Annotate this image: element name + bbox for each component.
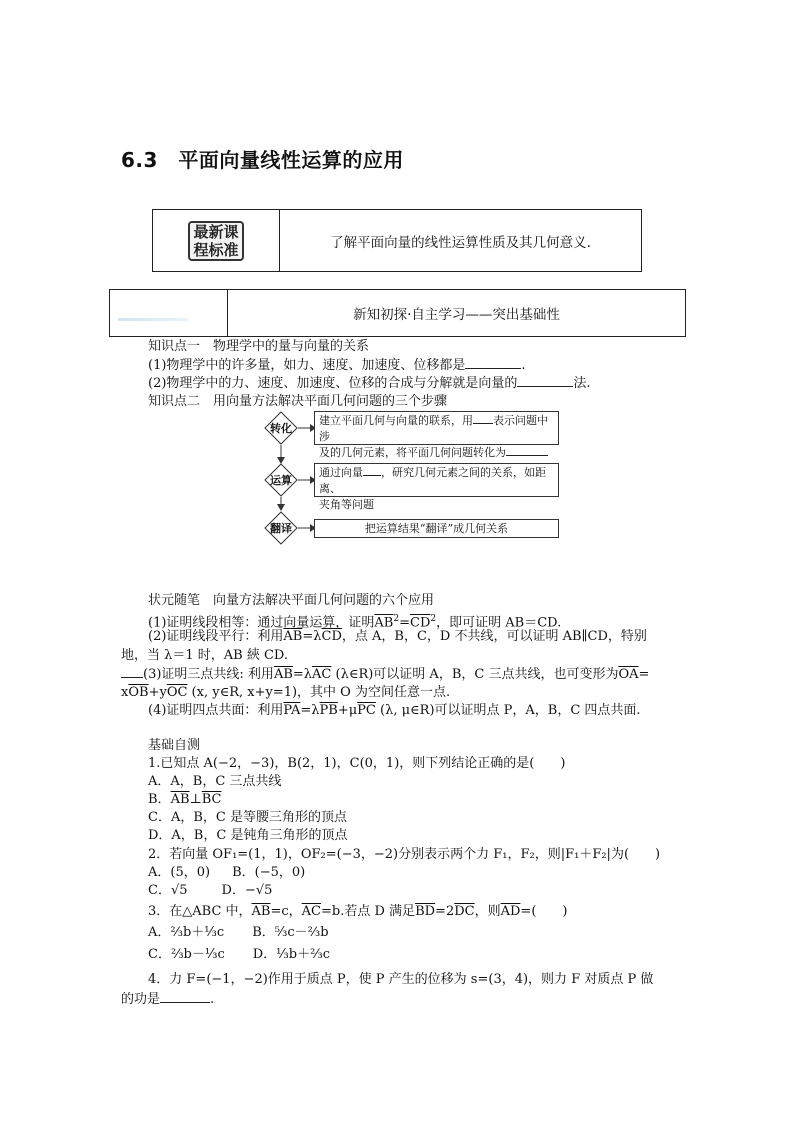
badge-line1: 最新课 (193, 222, 239, 241)
vector-oc: $\overline{OC}$ (166, 685, 188, 700)
q2-option-d: D．−√5 (221, 883, 273, 898)
question-2: 2．若向量 OF₁=(1，1)，OF₂=(−3，−2)分别表示两个力 F₁，F₂，则|F₁＋F₂|为( ) (148, 847, 661, 862)
step-compute-box (314, 463, 559, 511)
vector-ab: $\overline{AB}$ (283, 629, 303, 644)
q3-option-b: B．⁵⁄₃c－⅔b (252, 925, 329, 940)
step1-line2 (319, 445, 554, 461)
question-4-cont: 的功是 . (121, 992, 215, 1007)
note3-f: +y (148, 685, 167, 700)
step-translate-node (264, 511, 298, 545)
question-4: 4．力 F=(−1，−2)作用于质点 P，使 P 产生的位移为 s=(3，4)，则力 F 对质点 P 做 (148, 972, 654, 987)
note-3-cont (121, 684, 450, 702)
vector-ab: $\overline{AB}$ (273, 667, 293, 682)
badge-line2: 程标准 (193, 240, 239, 259)
note4-a: (4)证明四点共面：利用 (148, 703, 284, 718)
q2-option-b: B．(−5，0) (232, 865, 306, 880)
note-1: (1)证明线段相等：通过向量运算，证明$\overline{AB}^2=\overline{CD}^2$，即可证明 AB＝CD. (148, 614, 562, 631)
vector-ab: $\overline{AB}$ (170, 792, 190, 807)
q1-option-c: C．A，B，C 是等腰三角形的顶点 (148, 810, 347, 825)
note-3 (121, 665, 649, 684)
vector-bc: $\overline{BC}$ (201, 792, 222, 807)
q3-a: =c， (270, 904, 302, 919)
fill-blank (363, 465, 381, 476)
step1-line1-b: 表示问题中涉 (319, 414, 548, 443)
vector-oa: $\overline{OA}$ (618, 667, 639, 682)
q1-option-d: D．A，B，C 是钝角三角形的顶点 (148, 828, 348, 843)
question-3 (148, 903, 567, 921)
k1-item2-pre: (2)物理学中的力、速度、加速度、位移的合成与分解就是向量的 (148, 376, 518, 391)
q3-d: ，则 (474, 904, 501, 919)
note1-b: ，即可证明 AB＝CD. (436, 615, 562, 631)
note2-a: (2)证明线段平行：利用 (148, 629, 284, 644)
q3-option-a: A．⅔b＋⅓c (148, 925, 225, 940)
step2-line1 (319, 465, 554, 497)
standard-text: 了解平面向量的线性运算性质及其几何意义. (330, 234, 591, 251)
vector-bd: $\overline{BD}$ (415, 904, 436, 919)
k1-item1-post: . (521, 358, 526, 373)
vector-ab: $\overline{AB}$ (251, 904, 271, 919)
step2-line1-a: 通过向量 (319, 466, 363, 479)
q3-options-row1 (148, 924, 329, 942)
step1-line1-a: 建立平面几何与向量的联系，用 (319, 414, 473, 427)
q1-option-a: A．A，B，C 三点共线 (148, 774, 282, 789)
question-1: 1.已知点 A(−2，−3)，B(2，1)，C(0，1)，则下列结论正确的是( ) (148, 756, 566, 771)
step-compute-node (264, 463, 298, 497)
vector-ac: $\overline{AC}$ (312, 667, 332, 682)
note-2 (148, 628, 647, 646)
note3-g: (x, y∈R, x+y=1)，其中 O 为空间任意一点. (187, 685, 451, 700)
knowledge1-heading: 知识点一 物理学中的量与向量的关系 (148, 339, 370, 354)
fill-blank (121, 665, 143, 678)
q3-option-c: C．⅔b－⅓c (148, 947, 225, 962)
vector-pb: $\overline{PB}$ (319, 703, 338, 718)
note-4 (148, 702, 641, 720)
vector-pc: $\overline{PC}$ (357, 703, 376, 718)
note1-a: (1)证明线段相等：通过向量运算，证明 (148, 615, 375, 631)
vector-dc: $\overline{DC}$ (454, 904, 475, 919)
step-convert-label: 转化 (270, 422, 292, 435)
note4-d: (λ, μ∈R)可以证明点 P，A，B，C 四点共面. (375, 703, 641, 718)
q1b-pre: B． (148, 792, 171, 807)
exercise-heading: 基础自测 (148, 738, 201, 753)
note4-b: =λ (300, 703, 320, 718)
step-convert-box (314, 411, 559, 459)
q2-option-a: A．(5，0) (148, 865, 211, 880)
note-2-cont: 地，当 λ＝1 时，AB 綊 CD. (121, 648, 289, 663)
notes-heading: 状元随笔 向量方法解决平面几何问题的六个应用 (148, 593, 435, 608)
vector-cd: $\overline{CD}$ (410, 615, 431, 631)
page-title: 6.3 平面向量线性运算的应用 (121, 148, 404, 172)
k1-item1-pre: (1)物理学中的许多量，如力、速度、加速度、位移都是 (148, 358, 466, 373)
q3-option-d: D．⅓b＋⅔c (252, 947, 330, 962)
note3-c: (λ∈R)可以证明 A，B，C 三点共线，也可变形为 (331, 667, 619, 682)
q2-options-row1 (148, 864, 305, 882)
q2-option-c: C．√5 (148, 883, 188, 898)
note3-e: x (121, 685, 129, 700)
step-convert-node (264, 411, 298, 445)
q3-b: =b.若点 D 满足 (321, 904, 416, 919)
note2-c: ，点 A，B，C，D 不共线，可以证明 AB∥CD，特别 (341, 629, 647, 644)
vector-ad: $\overline{AD}$ (500, 904, 521, 919)
vector-ac: $\overline{AC}$ (301, 904, 322, 919)
note3-a: (3)证明三点共线: 利用 (143, 667, 274, 682)
q1-option-b (148, 791, 222, 809)
note2-b: =λ (302, 629, 322, 644)
step2-line2: 夹角等问题 (319, 498, 374, 511)
note3-b: =λ (292, 667, 313, 682)
q3-c: =2 (435, 904, 455, 919)
vector-cd: $\overline{CD}$ (321, 629, 342, 644)
step-translate-label: 翻译 (270, 522, 292, 535)
step1-line2-a: 及的几何元素，将平面几何问题转化为 (319, 446, 506, 459)
vector-ob: $\overline{OB}$ (128, 685, 149, 700)
q3-pre: 3．在△ABC 中， (148, 904, 252, 919)
q4-line2: 的功是 (121, 992, 161, 1007)
arrowhead-2 (277, 504, 285, 511)
section-header-text: 新知初探·自主学习——突出基础性 (353, 307, 560, 323)
vector-ab: $\overline{AB}$ (374, 615, 394, 631)
q3-e: =( ) (520, 904, 568, 919)
step-translate-box: 把运算结果“翻译”成几何关系 (314, 519, 559, 538)
note1-eq: = (399, 615, 411, 631)
q2-options-row2 (148, 882, 272, 900)
step-compute-label: 运算 (270, 474, 292, 487)
vector-pa: $\overline{PA}$ (283, 703, 301, 718)
note3-d: = (638, 667, 650, 682)
note4-c: +μ (337, 703, 358, 718)
q3-options-row2 (148, 946, 330, 964)
q1b-perp: ⊥ (189, 792, 202, 807)
knowledge2-heading: 知识点二 用向量方法解决平面几何问题的三个步骤 (148, 394, 448, 409)
k1-item2-post: 法. (573, 376, 591, 391)
step1-line1 (319, 413, 554, 445)
step2-line1-b: ，研究几何元素之间的关系，如距离、 (319, 466, 546, 495)
fill-blank (473, 413, 493, 424)
fill-blank (506, 445, 548, 456)
fill-blank (160, 990, 210, 1003)
